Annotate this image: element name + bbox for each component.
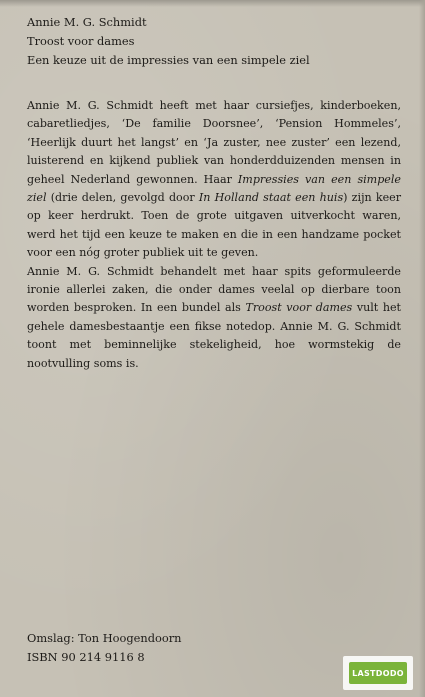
blurb-p1-title-impressies: Impressies van een simpele ziel xyxy=(27,172,401,205)
blurb-paragraph-1 xyxy=(27,97,401,263)
blurb-p1-part-b: (drie delen, gevolgd door xyxy=(46,191,199,205)
book-subtitle: Een keuze uit de impressies van een simpele ziel xyxy=(27,53,310,67)
cover-header xyxy=(27,13,407,70)
blurb-p2-part-a: Annie M. G. Schmidt behandelt met haar spits geformuleerde ironie allerlei zaken, die onder dames veelal op dierbare toon worden besproken. In een bundel als xyxy=(27,264,401,315)
blurb-p1-title-holland: In Holland staat een huis xyxy=(198,191,344,205)
book-title: Troost voor dames xyxy=(27,34,135,48)
blurb-text xyxy=(27,97,401,373)
watermark-text: LASTDODO xyxy=(352,668,404,678)
blurb-paragraph-2 xyxy=(27,263,401,373)
cover-top-edge xyxy=(0,0,425,7)
blurb-p1-part-a: Annie M. G. Schmidt heeft met haar cursiefjes, kinderboeken, cabaretliedjes, ‘De familie Doorsnee’, ‘Pension Hommeles’, ‘Heerlijk duurt het langst’ en ‘Ja zuster, nee zuster’ een lezend, luisterend en kijkend publiek van honderdduizenden mensen in geheel Nederland gewonnen. Haar xyxy=(27,99,401,186)
cover-right-edge xyxy=(419,0,425,697)
blurb-p2-title-troost: Troost voor dames xyxy=(245,301,353,315)
watermark-logo xyxy=(343,656,413,690)
cover-credit: Omslag: Ton Hoogendoorn xyxy=(27,631,182,645)
blurb-p1-part-c: ) zijn keer op keer herdrukt. Toen de grote uitgaven uitverkocht waren, werd het tijd een keuze te maken en die in een handzame pocket voor een nóg groter publiek uit te geven. xyxy=(27,191,402,260)
isbn-number: ISBN 90 214 9116 8 xyxy=(27,650,145,664)
author-name: Annie M. G. Schmidt xyxy=(27,15,147,29)
cover-footer xyxy=(27,629,182,667)
watermark-badge xyxy=(349,662,407,684)
blurb-p2-part-b: vult het gehele damesbestaantje een fikse notedop. Annie M. G. Schmidt toont met beminnelijke stekeligheid, hoe wormstekig de nootvulling soms is. xyxy=(27,301,401,370)
